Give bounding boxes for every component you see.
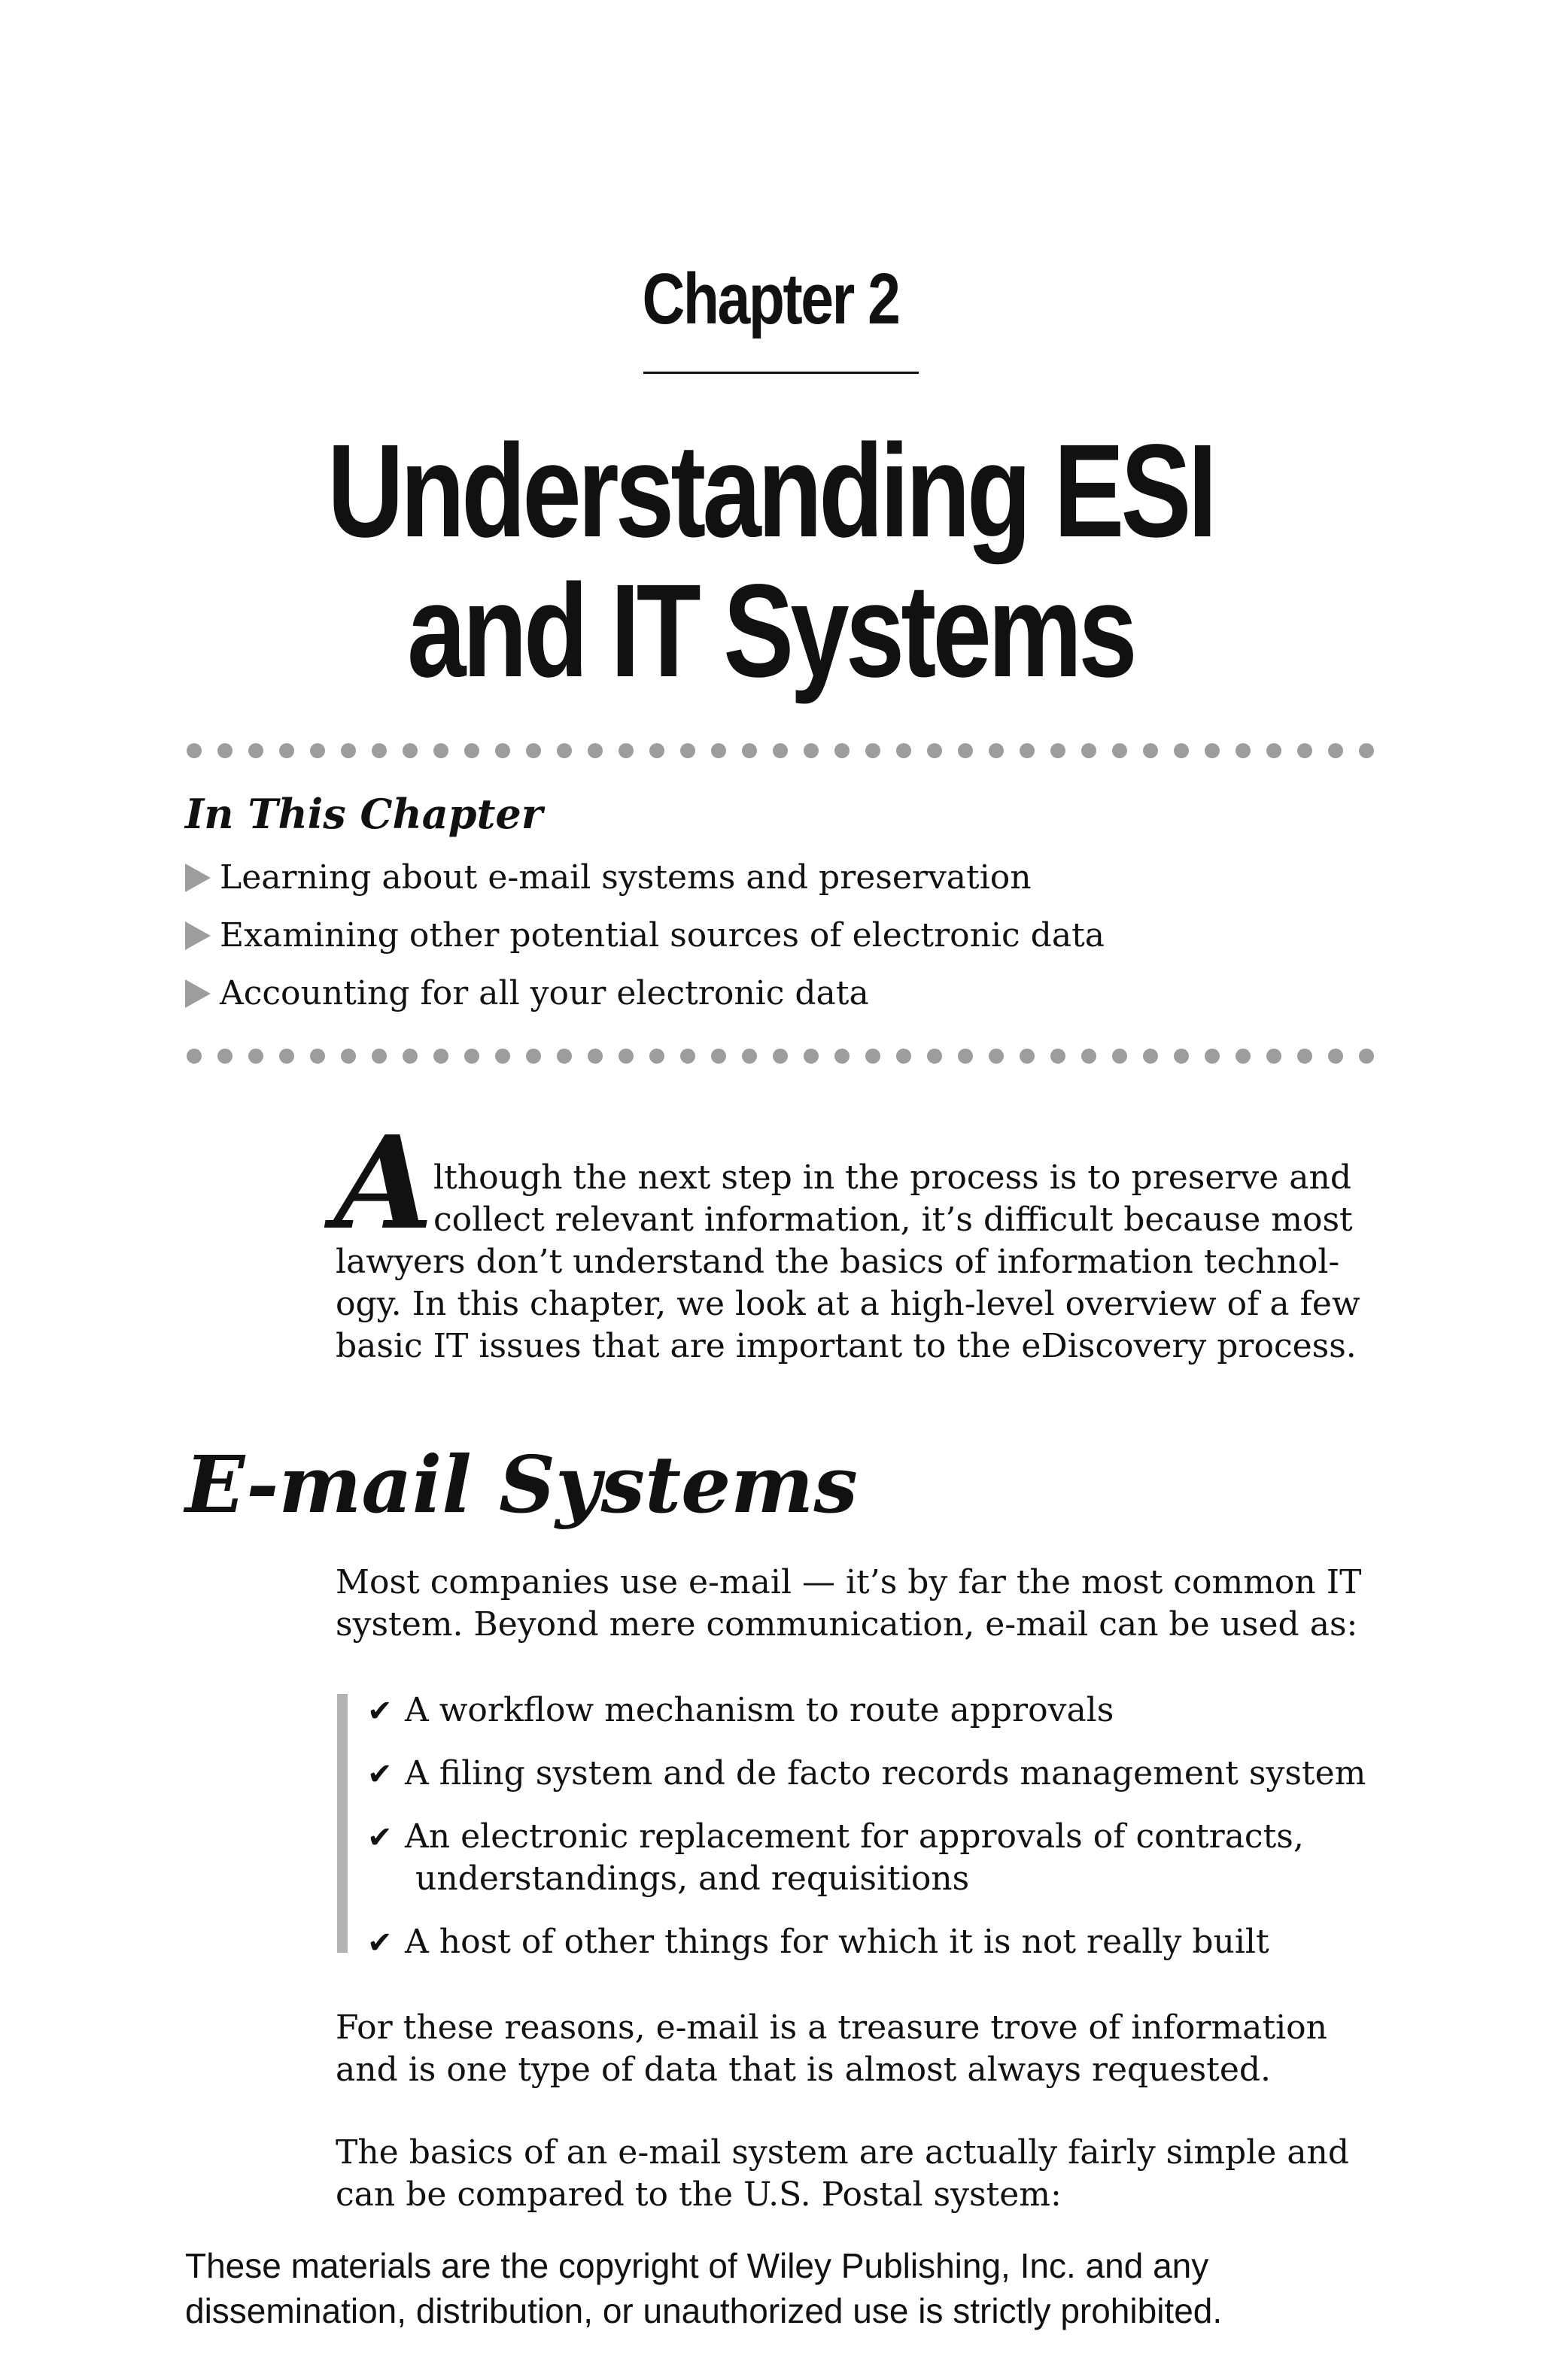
paragraph-line: The basics of an e-mail system are actually fairly simple and: [336, 2133, 1350, 2172]
divider-dot: [865, 1049, 880, 1064]
divider-dot: [341, 1049, 356, 1064]
divider-dot: [1020, 1049, 1035, 1064]
divider-dot: [927, 743, 942, 758]
in-this-chapter-heading: In This Chapter: [185, 790, 543, 838]
divider-dot: [989, 743, 1004, 758]
divider-dot: [248, 1049, 263, 1064]
divider-dot: [1236, 1049, 1251, 1064]
divider-dot: [773, 1049, 788, 1064]
triangle-right-icon: [185, 864, 211, 892]
paragraph-line: and is one type of data that is almost always requested.: [336, 2051, 1272, 2089]
divider-dot: [279, 1049, 294, 1064]
divider-dot: [372, 743, 387, 758]
divider-dot: [187, 1049, 202, 1064]
copyright-notice-line-1: These materials are the copyright of Wiley Publishing, Inc. and any: [185, 2246, 1209, 2285]
checkmark-icon: ✔: [367, 1694, 393, 1729]
divider-dot: [1050, 743, 1065, 758]
divider-dot: [495, 1049, 510, 1064]
intro-line: lawyers don’t understand the basics of information technol-: [336, 1243, 1340, 1281]
divider-dot: [464, 1049, 479, 1064]
divider-dot: [834, 1049, 850, 1064]
dotted-divider-bottom: [187, 1049, 1377, 1064]
bullet-item: [367, 1689, 1114, 1732]
divider-dot: [433, 1049, 448, 1064]
divider-dot: [1050, 1049, 1065, 1064]
divider-dot: [1081, 1049, 1096, 1064]
bullet-item-text: A host of other things for which it is not really built: [405, 1923, 1269, 1961]
divider-dot: [1020, 743, 1035, 758]
paragraph-line: system. Beyond mere communication, e-mail can be used as:: [336, 1605, 1358, 1644]
divider-dot: [433, 743, 448, 758]
divider-dot: [495, 743, 510, 758]
divider-dot: [1174, 743, 1189, 758]
divider-dot: [279, 743, 294, 758]
chapter-label: Chapter 2: [642, 259, 899, 339]
chapter-title: [154, 417, 1387, 705]
list-item-text: Learning about e-mail systems and preservation: [220, 858, 1032, 897]
bullet-item: [367, 1921, 1269, 1964]
divider-dot: [1112, 1049, 1127, 1064]
checkmark-icon: ✔: [367, 1757, 393, 1792]
intro-line: lthough the next step in the process is to preserve and: [433, 1158, 1352, 1197]
divider-dot: [248, 743, 263, 758]
divider-dot: [649, 743, 664, 758]
divider-dot: [1266, 743, 1281, 758]
bullet-item: [367, 1816, 1304, 1859]
divider-dot: [773, 743, 788, 758]
bullet-item-continuation: understandings, and requisitions: [415, 1859, 970, 1898]
divider-dot: [1205, 1049, 1220, 1064]
bullet-item-text: An electronic replacement for approvals of contracts,: [405, 1817, 1304, 1856]
divider-dot: [1328, 743, 1343, 758]
divider-dot: [588, 743, 603, 758]
bullet-item-text: A filing system and de facto records management system: [405, 1754, 1366, 1793]
paragraph-line: can be compared to the U.S. Postal system:: [336, 2175, 1062, 2214]
divider-dot: [619, 743, 634, 758]
divider-dot: [958, 743, 973, 758]
paragraph-line: For these reasons, e-mail is a treasure trove of information: [336, 2008, 1327, 2047]
divider-dot: [1143, 1049, 1158, 1064]
divider-dot: [217, 1049, 233, 1064]
section-heading: E-mail Systems: [185, 1438, 858, 1531]
checkmark-icon: ✔: [367, 1926, 393, 1960]
in-this-chapter-list: [185, 848, 1105, 1022]
divider-dot: [1359, 1049, 1374, 1064]
list-item-text: Accounting for all your electronic data: [220, 974, 869, 1012]
divider-dot: [804, 1049, 819, 1064]
divider-dot: [1328, 1049, 1343, 1064]
divider-dot: [310, 1049, 325, 1064]
divider-dot: [526, 743, 541, 758]
divider-dot: [804, 743, 819, 758]
drop-cap: A: [334, 1108, 433, 1258]
divider-dot: [1174, 1049, 1189, 1064]
intro-line: ogy. In this chapter, we look at a high-level overview of a few: [336, 1285, 1360, 1323]
chapter-title-line-2: and IT Systems: [407, 557, 1134, 705]
copyright-notice-line-2: dissemination, distribution, or unauthorized use is strictly prohibited.: [185, 2291, 1223, 2330]
bullet-list-bar: [337, 1694, 348, 1953]
divider-dot: [403, 743, 418, 758]
dotted-divider-top: [187, 743, 1377, 758]
chapter-title-line-1: Understanding ESI: [327, 417, 1214, 565]
divider-dot: [896, 1049, 911, 1064]
triangle-right-icon: [185, 921, 211, 950]
checkmark-icon: ✔: [367, 1820, 393, 1855]
list-item: [185, 848, 1105, 906]
divider-dot: [1205, 743, 1220, 758]
divider-dot: [1359, 743, 1374, 758]
divider-dot: [217, 743, 233, 758]
divider-dot: [711, 743, 726, 758]
paragraph-line: Most companies use e-mail — it’s by far the most common IT: [336, 1563, 1362, 1601]
divider-dot: [619, 1049, 634, 1064]
divider-dot: [927, 1049, 942, 1064]
list-item: [185, 906, 1105, 964]
chapter-label-underline: [643, 372, 919, 374]
divider-dot: [526, 1049, 541, 1064]
divider-dot: [896, 743, 911, 758]
divider-dot: [1297, 1049, 1312, 1064]
divider-dot: [680, 743, 695, 758]
divider-dot: [557, 743, 572, 758]
divider-dot: [742, 1049, 757, 1064]
bullet-item: [367, 1753, 1366, 1796]
divider-dot: [403, 1049, 418, 1064]
divider-dot: [834, 743, 850, 758]
divider-dot: [1297, 743, 1312, 758]
divider-dot: [958, 1049, 973, 1064]
divider-dot: [310, 743, 325, 758]
divider-dot: [1143, 743, 1158, 758]
list-item-text: Examining other potential sources of electronic data: [220, 916, 1105, 955]
divider-dot: [865, 743, 880, 758]
divider-dot: [557, 1049, 572, 1064]
divider-dot: [1081, 743, 1096, 758]
triangle-right-icon: [185, 979, 211, 1008]
list-item: [185, 964, 1105, 1022]
divider-dot: [1236, 743, 1251, 758]
divider-dot: [1266, 1049, 1281, 1064]
divider-dot: [711, 1049, 726, 1064]
divider-dot: [187, 743, 202, 758]
divider-dot: [680, 1049, 695, 1064]
divider-dot: [989, 1049, 1004, 1064]
divider-dot: [341, 743, 356, 758]
divider-dot: [588, 1049, 603, 1064]
divider-dot: [372, 1049, 387, 1064]
divider-dot: [742, 743, 757, 758]
bullet-item-text: A workflow mechanism to route approvals: [405, 1691, 1114, 1729]
intro-line: basic IT issues that are important to the eDiscovery process.: [336, 1327, 1357, 1365]
intro-line: collect relevant information, it’s difficult because most: [433, 1201, 1353, 1239]
divider-dot: [1112, 743, 1127, 758]
divider-dot: [649, 1049, 664, 1064]
divider-dot: [464, 743, 479, 758]
